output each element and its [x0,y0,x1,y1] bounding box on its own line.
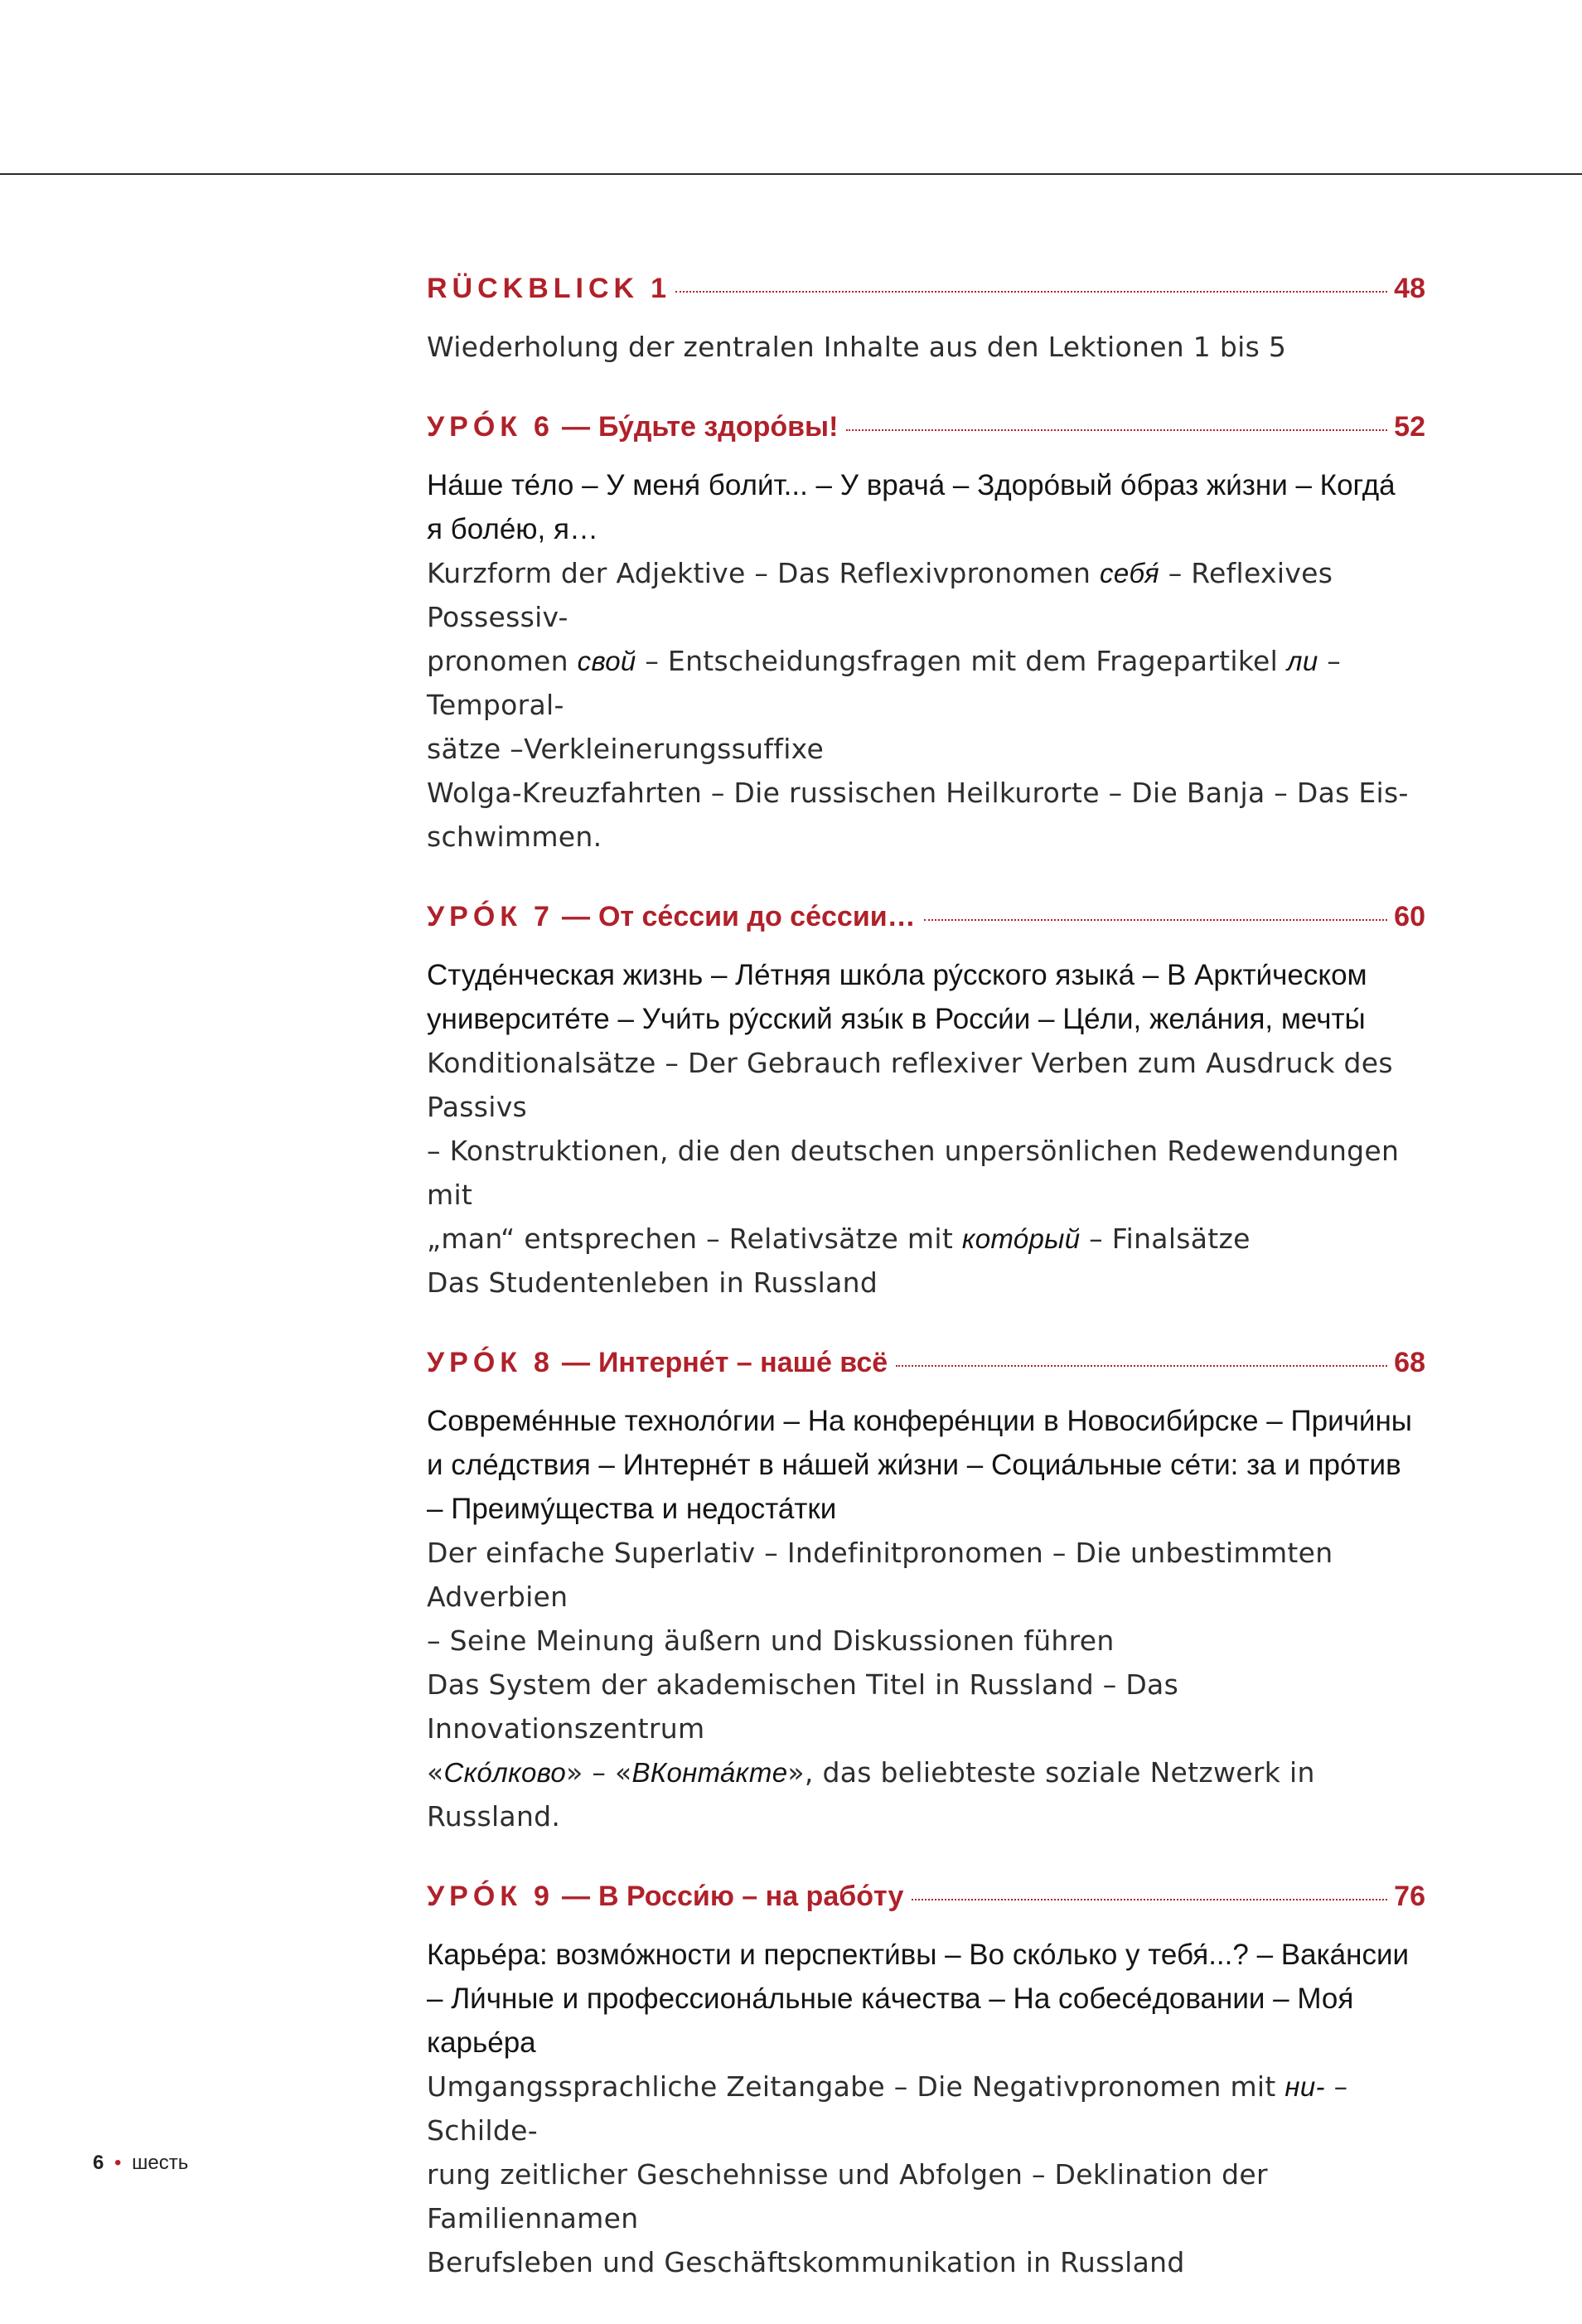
grammar-line: Der einfache Superlativ – Indefinitpronomen – Die unbestimmten Adverbien [427,1537,1333,1613]
grammar-text: – Temporal- [427,645,1342,721]
heading-dash: — [561,901,590,932]
grammar-line [427,2065,1425,2152]
topics-line: Студе́нческая жизнь – Ле́тняя шко́ла ру́сского языка́ – В Аркти́ческом [427,959,1367,991]
grammar-example: ни- [1284,2071,1325,2102]
culture-line: schwimmen. [427,821,602,853]
heading-dash: — [561,1347,590,1378]
toc-heading [427,409,1425,452]
culture-text: » – « [566,1756,632,1789]
heading-dash: — [561,411,590,443]
culture-line: Berufsleben und Geschäftskommunikation in Russland [427,2246,1185,2278]
page-number: 68 [1394,1347,1425,1378]
topics-line: Карье́ра: возмо́жности и перспекти́вы – Во ско́лько у тебя́...? – Вака́нсии [427,1939,1410,1971]
footer-bullet: • [114,2152,122,2174]
table-of-contents [427,270,1425,2324]
grammar-text: Kurzform der Adjektive – Das Reflexivpronomen [427,557,1101,589]
footer-page-word: шесть [132,2152,189,2174]
culture-line: Das Studentenleben in Russland [427,1266,878,1299]
toc-entry-rueckblick-1 [427,270,1425,369]
culture-text: », das beliebteste soziale Netzwerk in Russland. [427,1756,1315,1833]
heading-title: Бу́дьте здоро́вы! [597,411,839,443]
header-rule [0,173,1582,175]
heading-number: 8 [534,1347,550,1378]
heading-title: В Росси́ю – на рабо́ту [597,1881,904,1912]
topics-line: – Ли́чные и профессиона́льные ка́чества – На собесе́довании – Моя́ [427,1983,1354,2015]
heading-keyword: УРÓК [427,1881,523,1912]
grammar-line: sätze –Verkleinerungssuffixe [427,733,825,765]
toc-description [427,1399,1425,1838]
grammar-line [427,1217,1425,1261]
dot-leader [924,919,1388,921]
footer-page-number: 6 [93,2152,104,2174]
heading-number: 6 [534,411,550,443]
grammar-example: свой [577,646,636,676]
grammar-line [427,639,1425,727]
grammar-example: кото́рый [961,1223,1081,1254]
toc-description [427,953,1425,1305]
heading-number: 1 [651,273,668,304]
culture-text: « [427,1756,444,1789]
topics-line: университе́те – Учи́ть ру́сский язы́к в Росси́и – Це́ли, жела́ния, мечты́ [427,1003,1366,1035]
description-line: Wiederholung der zentralen Inhalte aus den Lektionen 1 bis 5 [427,331,1287,363]
grammar-text: – Entscheidungsfragen mit dem Fragepartikel [636,645,1287,677]
dot-leader [675,291,1387,293]
grammar-text: – Reflexives Possessiv- [427,557,1333,633]
heading-number: 7 [534,901,550,932]
toc-heading [427,1344,1425,1387]
heading-keyword: УРÓК [427,901,523,932]
grammar-line: Konditionalsätze – Der Gebrauch reflexiver Verben zum Ausdruck des Passivs [427,1047,1393,1123]
dot-leader [896,1365,1387,1367]
page-number: 60 [1394,901,1425,932]
heading-keyword: RÜCKBLICK [427,273,640,304]
toc-heading [427,1878,1425,1921]
topics-line: На́ше те́ло – У меня́ боли́т... – У врача́ – Здоро́вый о́браз жи́зни – Когда́ [427,469,1396,501]
toc-description [427,1933,1425,2284]
topics-line: Совреме́нные техноло́гии – На конфере́нции в Новосиби́рске – Причи́ны [427,1405,1412,1437]
grammar-line: – Seine Meinung äußern und Diskussionen führen [427,1624,1115,1657]
culture-line [427,1750,1425,1838]
toc-heading [427,270,1425,313]
heading-keyword: УРÓК [427,1347,523,1378]
topics-line: и сле́дствия – Интерне́т в на́шей жи́зни – Социа́льные се́ти: за и про́тив [427,1449,1401,1481]
grammar-text: „man“ entsprechen – Relativsätze mit [427,1223,962,1255]
toc-entry-urok-7 [427,898,1425,1305]
culture-line: Wolga-Kreuzfahrten – Die russischen Heilkurorte – Die Banja – Das Eis- [427,777,1409,809]
toc-heading [427,898,1425,942]
topics-line: я боле́ю, я… [427,513,598,545]
heading-keyword: УРÓК [427,411,523,443]
toc-description [427,325,1425,369]
heading-title: От се́ссии до се́ссии… [597,901,916,932]
grammar-line [427,551,1425,639]
page-number: 52 [1394,411,1425,443]
grammar-text: – Finalsätze [1080,1223,1251,1255]
grammar-example: ли [1286,646,1318,676]
heading-number: 9 [534,1881,550,1912]
grammar-text: pronomen [427,645,578,677]
culture-line: Das System der akademischen Titel in Russland – Das Innovationszentrum [427,1668,1179,1745]
toc-description [427,463,1425,859]
heading-title: Интерне́т – наше́ всё [597,1347,888,1378]
grammar-text: Umgangssprachliche Zeitangabe – Die Negativpronomen mit [427,2070,1285,2103]
grammar-line: – Konstruktionen, die den deutschen unpersönlichen Redewendungen mit [427,1135,1400,1211]
culture-example: Ско́лково [443,1757,567,1788]
page-footer [93,2152,188,2175]
grammar-example: себя́ [1100,558,1159,588]
culture-example: ВКонта́кте [631,1757,788,1788]
toc-entry-urok-9 [427,1878,1425,2284]
topics-line: – Преиму́щества и недоста́тки [427,1493,837,1525]
grammar-text: – Schilde- [427,2070,1348,2147]
dot-leader [846,429,1387,431]
page-number: 76 [1394,1881,1425,1912]
grammar-line: rung zeitlicher Geschehnisse und Abfolgen – Deklination der Familiennamen [427,2158,1268,2234]
page-number: 48 [1394,273,1425,304]
heading-dash: — [561,1881,590,1912]
dot-leader [912,1899,1387,1900]
toc-entry-urok-6 [427,409,1425,859]
topics-line: карье́ра [427,2026,536,2059]
toc-entry-urok-8 [427,1344,1425,1838]
